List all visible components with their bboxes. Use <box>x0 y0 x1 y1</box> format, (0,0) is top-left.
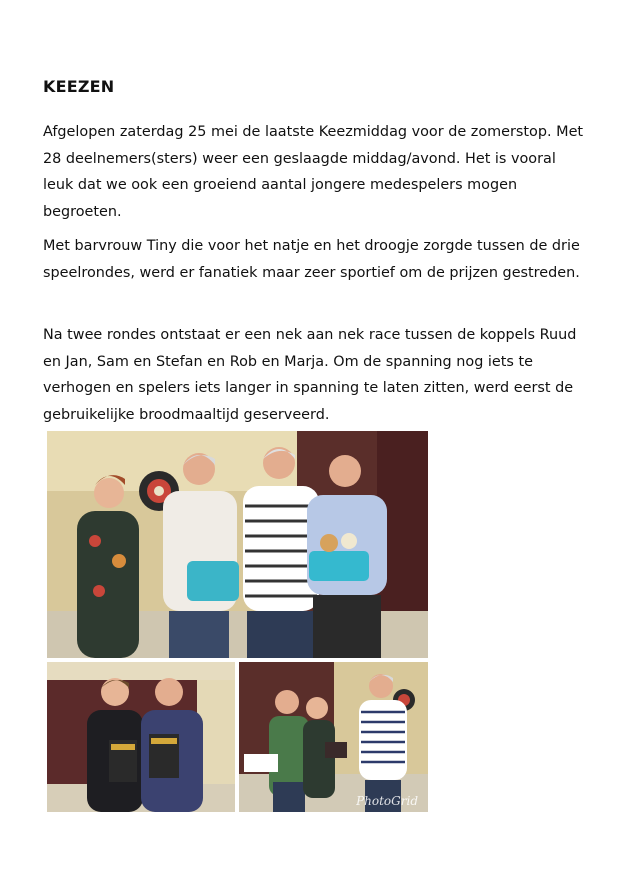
photo-two-players <box>47 662 235 812</box>
paragraph-1: Afgelopen zaterdag 25 mei de laatste Keezmiddag voor de zomerstop. Met 28 deelnemers(sters) weer een geslaagde middag/avond. Het is vooral leuk dat we ook een groeiend aantal jongere medespelers mogen begroeten. <box>43 124 584 220</box>
photo-winners-group <box>47 431 428 658</box>
photogrid-watermark: PhotoGrid <box>356 794 418 808</box>
photo-three-players <box>239 662 428 812</box>
paragraph-2: Met barvrouw Tiny die voor het natje en het droogje zorgde tussen de drie speelrondes, werd er fanatiek maar zeer sportief om de prijzen gestreden. <box>43 238 580 281</box>
article-title: KEEZEN <box>43 77 115 96</box>
paragraph-3: Na twee rondes ontstaat er een nek aan nek race tussen de koppels Ruud en Jan, Sam en Stefan en Rob en Marja. Om de spanning nog iets te verhogen en spelers iets langer in spanning te laten zitten, werd eerst de gebruikelijke broodmaaltijd geserveerd. <box>43 327 577 423</box>
